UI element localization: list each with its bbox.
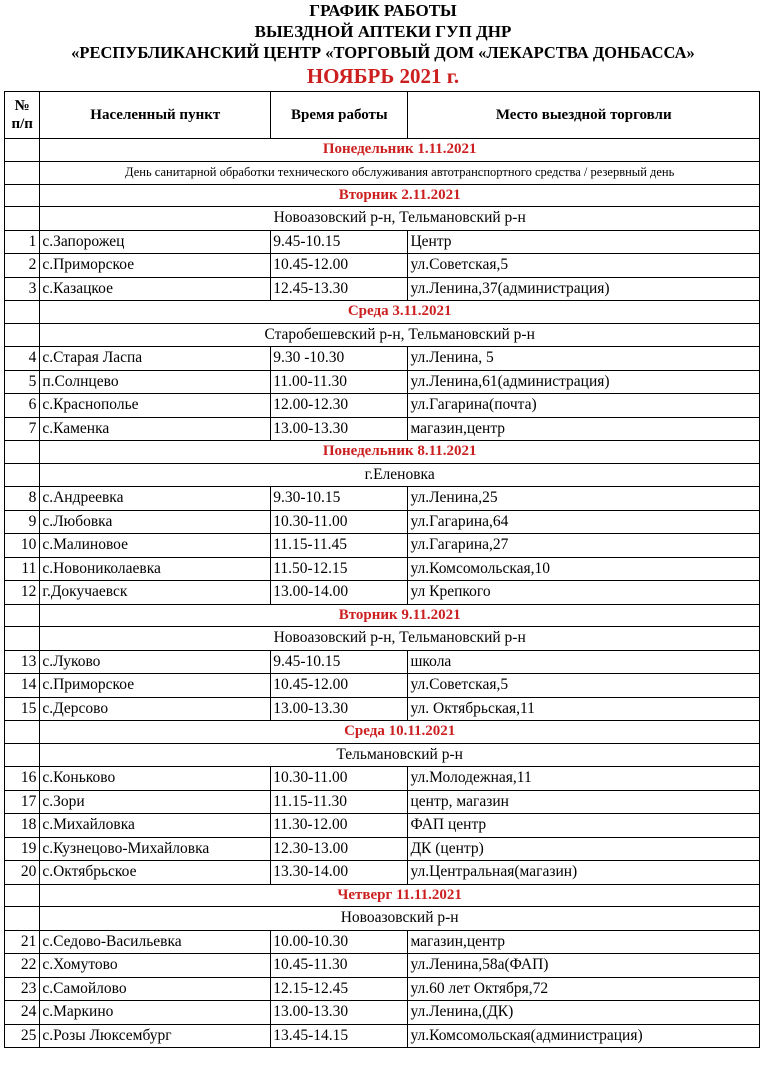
row-location: ул.Гагарина(почта) (408, 394, 760, 418)
row-place: с.Дерсово (40, 697, 271, 721)
table-row (5, 837, 760, 861)
table-row (5, 581, 760, 605)
row-place: с.Октябрьское (40, 861, 271, 885)
district-row (5, 323, 760, 347)
table-row (5, 954, 760, 978)
row-number: 6 (5, 394, 40, 418)
row-location: ул.Ленина, 5 (408, 347, 760, 371)
row-time: 10.45-12.00 (271, 254, 408, 278)
row-place: с.Краснополье (40, 394, 271, 418)
row-place: с.Седово-Васильевка (40, 930, 271, 954)
row-time: 13.00-13.30 (271, 1001, 408, 1025)
table-row (5, 370, 760, 394)
empty-cell (5, 161, 40, 184)
column-header-number (5, 92, 40, 139)
district-row (5, 627, 760, 651)
row-location: центр, магазин (408, 790, 760, 814)
row-place: с.Приморское (40, 674, 271, 698)
row-time: 11.50-12.15 (271, 557, 408, 581)
district-row (5, 907, 760, 931)
row-number: 24 (5, 1001, 40, 1025)
row-place: с.Андреевка (40, 487, 271, 511)
row-number: 12 (5, 581, 40, 605)
table-row (5, 977, 760, 1001)
district-label: Тельмановский р-н (40, 743, 760, 767)
row-place: с.Розы Люксембург (40, 1024, 271, 1048)
row-location: ул.Центральная(магазин) (408, 861, 760, 885)
row-number: 15 (5, 697, 40, 721)
day-header-row (5, 301, 760, 324)
row-location: ул.Гагарина,64 (408, 510, 760, 534)
row-place: с.Михайловка (40, 814, 271, 838)
row-time: 12.15-12.45 (271, 977, 408, 1001)
row-place: г.Докучаевск (40, 581, 271, 605)
row-location: ул. Октябрьская,11 (408, 697, 760, 721)
header-organization: «РЕСПУБЛИКАНСКИЙ ЦЕНТР «ТОРГОВЫЙ ДОМ «ЛЕКАРСТВА ДОНБАССА» (71, 43, 695, 62)
row-location: ул.Комсомольская,10 (408, 557, 760, 581)
row-number: 4 (5, 347, 40, 371)
day-header-row (5, 139, 760, 162)
table-row (5, 417, 760, 441)
row-place: с.Маркино (40, 1001, 271, 1025)
header-title: ГРАФИК РАБОТЫ (309, 1, 457, 20)
row-number: 1 (5, 230, 40, 254)
table-row (5, 347, 760, 371)
row-time: 10.45-11.30 (271, 954, 408, 978)
row-place: с.Любовка (40, 510, 271, 534)
empty-cell (5, 721, 40, 744)
row-time: 9.45-10.15 (271, 230, 408, 254)
row-number: 19 (5, 837, 40, 861)
column-header-time: Время работы (271, 92, 408, 139)
empty-cell (5, 884, 40, 907)
table-row (5, 230, 760, 254)
table-row (5, 277, 760, 301)
row-location: ул.Советская,5 (408, 674, 760, 698)
row-location: ул.Советская,5 (408, 254, 760, 278)
header-month: НОЯБРЬ 2021 г. (306, 64, 460, 88)
row-place: с.Коньково (40, 767, 271, 791)
table-row (5, 790, 760, 814)
schedule-table (4, 91, 760, 1048)
row-location: ул.Молодежная,11 (408, 767, 760, 791)
row-location: ул.Ленина,37(администрация) (408, 277, 760, 301)
row-time: 9.30-10.15 (271, 487, 408, 511)
row-time: 10.30-11.00 (271, 767, 408, 791)
district-row (5, 743, 760, 767)
row-time: 11.00-11.30 (271, 370, 408, 394)
row-location: ул.60 лет Октября,72 (408, 977, 760, 1001)
district-label: Новоазовский р-н, Тельмановский р-н (40, 207, 760, 231)
table-row (5, 534, 760, 558)
empty-cell (5, 184, 40, 207)
table-header-row (5, 92, 760, 139)
day-label: Вторник 2.11.2021 (40, 184, 760, 207)
row-number: 16 (5, 767, 40, 791)
table-row (5, 767, 760, 791)
row-location: ул.Ленина,25 (408, 487, 760, 511)
row-place: с.Запорожец (40, 230, 271, 254)
row-time: 10.30-11.00 (271, 510, 408, 534)
table-row (5, 814, 760, 838)
table-row (5, 510, 760, 534)
row-location: ул.Ленина,61(администрация) (408, 370, 760, 394)
row-place: с.Казацкое (40, 277, 271, 301)
day-label: Понедельник 8.11.2021 (40, 441, 760, 464)
row-number: 11 (5, 557, 40, 581)
column-number-label-2: п/п (11, 116, 33, 132)
row-location: ул.Ленина,58а(ФАП) (408, 954, 760, 978)
row-place: с.Хомутово (40, 954, 271, 978)
row-location: ул.Ленина,(ДК) (408, 1001, 760, 1025)
empty-cell (5, 441, 40, 464)
row-number: 3 (5, 277, 40, 301)
row-place: с.Малиновое (40, 534, 271, 558)
table-row (5, 861, 760, 885)
row-location: магазин,центр (408, 930, 760, 954)
empty-cell (5, 301, 40, 324)
table-row (5, 674, 760, 698)
row-number: 17 (5, 790, 40, 814)
row-number: 18 (5, 814, 40, 838)
row-location: магазин,центр (408, 417, 760, 441)
row-place: с.Новониколаевка (40, 557, 271, 581)
empty-cell (5, 463, 40, 487)
row-number: 25 (5, 1024, 40, 1048)
row-time: 13.30-14.00 (271, 861, 408, 885)
table-row (5, 1001, 760, 1025)
empty-cell (5, 207, 40, 231)
district-row (5, 207, 760, 231)
table-row (5, 254, 760, 278)
row-place: с.Старая Ласпа (40, 347, 271, 371)
row-number: 8 (5, 487, 40, 511)
row-place: с.Самойлово (40, 977, 271, 1001)
day-label: Вторник 9.11.2021 (40, 604, 760, 627)
row-time: 9.45-10.15 (271, 650, 408, 674)
row-time: 10.45-12.00 (271, 674, 408, 698)
row-location: ФАП центр (408, 814, 760, 838)
row-time: 9.30 -10.30 (271, 347, 408, 371)
row-place: с.Приморское (40, 254, 271, 278)
header-subtitle: ВЫЕЗДНОЙ АПТЕКИ ГУП ДНР (254, 22, 512, 41)
document-header (0, 0, 766, 89)
empty-cell (5, 627, 40, 651)
row-number: 23 (5, 977, 40, 1001)
row-location: ДК (центр) (408, 837, 760, 861)
row-time: 11.15-11.30 (271, 790, 408, 814)
note-text: День санитарной обработки технического обслуживания автотранспортного средства / резервный день (40, 161, 760, 184)
district-label: Новоазовский р-н, Тельмановский р-н (40, 627, 760, 651)
row-number: 2 (5, 254, 40, 278)
row-place: с.Луково (40, 650, 271, 674)
row-location: Центр (408, 230, 760, 254)
day-label: Среда 10.11.2021 (40, 721, 760, 744)
table-row (5, 650, 760, 674)
row-time: 12.30-13.00 (271, 837, 408, 861)
empty-cell (5, 139, 40, 162)
schedule-body (5, 139, 760, 1048)
table-row (5, 487, 760, 511)
district-label: Новоазовский р-н (40, 907, 760, 931)
row-time: 12.45-13.30 (271, 277, 408, 301)
day-label: Среда 3.11.2021 (40, 301, 760, 324)
day-header-row (5, 441, 760, 464)
row-time: 11.15-11.45 (271, 534, 408, 558)
day-label: Понедельник 1.11.2021 (40, 139, 760, 162)
row-time: 10.00-10.30 (271, 930, 408, 954)
district-row (5, 463, 760, 487)
row-number: 9 (5, 510, 40, 534)
district-label: Старобешевский р-н, Тельмановский р-н (40, 323, 760, 347)
table-row (5, 697, 760, 721)
row-location: школа (408, 650, 760, 674)
table-row (5, 557, 760, 581)
table-row (5, 930, 760, 954)
row-number: 22 (5, 954, 40, 978)
day-label: Четверг 11.11.2021 (40, 884, 760, 907)
row-number: 21 (5, 930, 40, 954)
row-place: с.Кузнецово-Михайловка (40, 837, 271, 861)
empty-cell (5, 907, 40, 931)
row-number: 10 (5, 534, 40, 558)
note-row (5, 161, 760, 184)
row-number: 13 (5, 650, 40, 674)
table-row (5, 394, 760, 418)
row-location: ул.Комсомольская(администрация) (408, 1024, 760, 1048)
row-time: 11.30-12.00 (271, 814, 408, 838)
column-header-location: Место выездной торговли (408, 92, 760, 139)
row-time: 13.00-13.30 (271, 697, 408, 721)
column-number-label-1: № (14, 98, 30, 114)
empty-cell (5, 604, 40, 627)
day-header-row (5, 184, 760, 207)
row-time: 13.00-13.30 (271, 417, 408, 441)
district-label: г.Еленовка (40, 463, 760, 487)
row-place: с.Каменка (40, 417, 271, 441)
empty-cell (5, 743, 40, 767)
row-location: ул.Гагарина,27 (408, 534, 760, 558)
day-header-row (5, 884, 760, 907)
row-number: 7 (5, 417, 40, 441)
row-time: 13.45-14.15 (271, 1024, 408, 1048)
row-place: с.Зори (40, 790, 271, 814)
column-header-place: Населенный пункт (40, 92, 271, 139)
row-time: 12.00-12.30 (271, 394, 408, 418)
day-header-row (5, 604, 760, 627)
row-number: 20 (5, 861, 40, 885)
row-time: 13.00-14.00 (271, 581, 408, 605)
day-header-row (5, 721, 760, 744)
empty-cell (5, 323, 40, 347)
row-place: п.Солнцево (40, 370, 271, 394)
row-location: ул Крепкого (408, 581, 760, 605)
row-number: 14 (5, 674, 40, 698)
table-row (5, 1024, 760, 1048)
row-number: 5 (5, 370, 40, 394)
